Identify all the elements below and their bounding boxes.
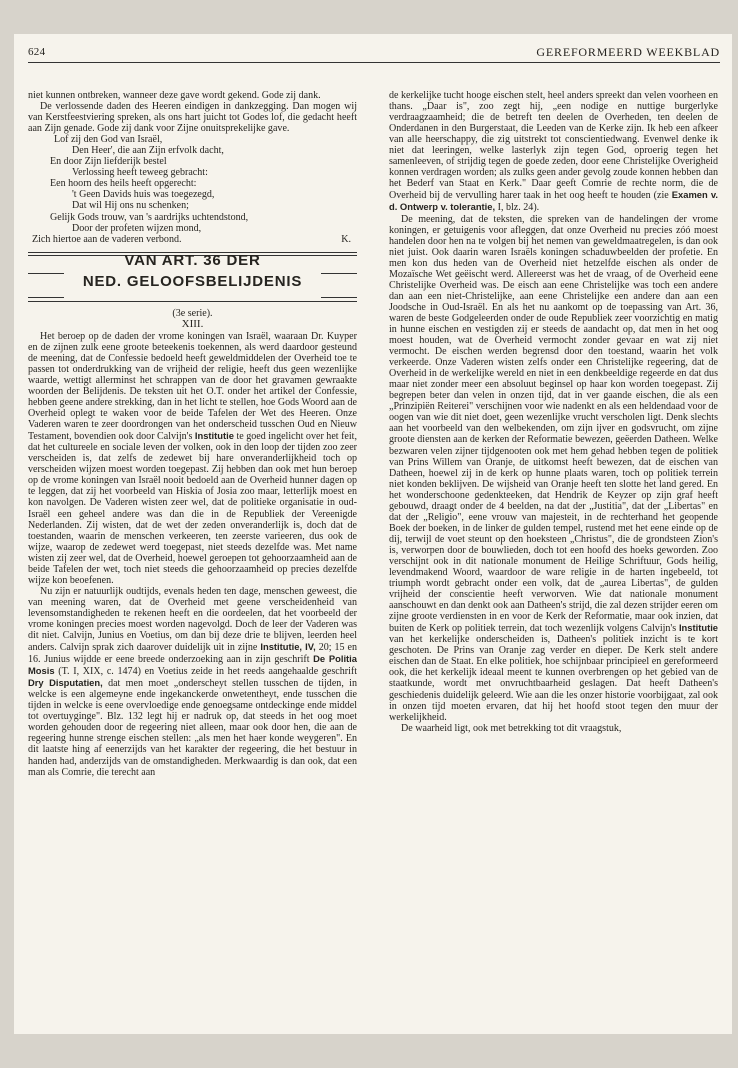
poem-line: 't Geen Davids huis was toegezegd, [72, 189, 215, 201]
body-paragraph: De meening, dat de teksten, die spreken van de handelingen der vrome koningen, er getuigenis voor afleggen, dat onze Overheid nu precies zóó moest handelen door hen na te volgen bij het nemen van geweldmaatregelen, is dan ook niet juist. Ook daarin waren Israëls koningen schaduwbeelden der profetie. En men kon dus heden van de Overheid niet hetzelfde eischen als onder de Mozaïsche Wet geëischt werd. Allereerst was het de vraag, of de Overheid eene Christelijke Overheid was. De eisch aan eene Christelijke was toch een andere dan aan een niet-Christelijke, aan eene Christelijke een andere dan aan een Joodsche in Oud-Israël. En als het nu aankomt op de toepassing van Art. 36, waren de beste Godgeleerden onder de oude Republiek zeer voorzichtig en matig in hunne eischen en vestigden zij er steeds de aandacht op, dat men in het oog moest houden, wat de Overheid vermocht zonder gevaar en wat zij niet vermocht. De eischen werden begrensd door den toestand, waarin het volk verkeerde. Onze Vaderen wisten zelfs onder een Christelijke regeering, dat de Overheid in de werkelijke wereld en niet in een denkbeeldige regeerde en dat dus maar niet zonder meer een absoluut beginsel op haar kon worden toegepast. Zij begrepen beter dan velen in onzen tijd, dat in ver gaande eischen, die als een „Prinzipiën Reiterei" verschijnen voor wie nadenkt en als een heldendaad voor de oogen van wie dit niet doet, geen wezenlijke vrucht verscholen ligt. Denk slechts aan het voorbeeld van den welbekenden, om zijn ijver en godsvrucht, om zijne groote diensten aan de kerken der Reformatie bewezen, geëerden Datheen. Welke bezwaren velen zijner tijdgenooten ook met hem gehad hebben tegen de politiek van Prins Willem van Oranje, de uitkomst heeft bewezen, dat de eischen van Datheen, hoewel zij in de kerk op hunne plaats waren, toch op politiek terrein niet konden beklijven. De wijsheid van Oranje heeft ten slotte het land gered. En het wonderschoone gedenkteeken, dat Hendrik de Keyzer op zijn graf heeft gebouwd, draagt onder de 4 beelden, na dat der „Justitia", dat der „Libertas" en dat der „Religio", eene vrouw van majesteit, in de rechterhand het geopende Boek der boeken, in de linker de gulden tempel, rustend met het eene einde op de dij, terwijl de voet steunt op den hoeksteen „Christus", die de grondsteen Zion's is, verworpen door de bouwlieden, doch tot een hoofd des hoeks geworden. Zoo verschijnt ook in dit nationale monument de Heilige Schriftuur, Gods heilig, levendmakend Woord, waardoor de ware religie in de harten ingebeeld, tot triumph wordt gebracht onder een volk, dat de „aurea Libertas", de gulden vrijheid der conscientie heeft verworven. Wie dat nationale monument aanschouwt en dan denkt ook aan Datheen's strijd, die zal dezen strijder eeren om zijne groote verdiensten in en voor de Kerk der Reformatie, maar ook inzien, dat buiten de Kerk op politiek terrein, dat toch wezenlijk volgens Calvijn's Institutie van het kerkelijke onderscheiden is, Datheen's politiek inzicht is te kort geschoten. De Prins van Oranje zag verder en dieper. De Kerk stelt andere eischen dan de Staat. En elke politiek, hoe schijnbaar principieel en gereformeerd ook, die het kerkelijk ideaal meent te kunnen overbrengen op het gebied van de staatkunde, wordt met onvruchtbaarheid geslagen. Dat heeft Datheen's geschiedenis duidelijk geleerd. Wie aan die les onzer historie voorbijgaat, zal ook in onzen tijd moeten ervaren, dat hij het hoofd stoot tegen den muur der werkelijkheid. [389, 213, 719, 723]
newspaper-page [14, 34, 732, 1034]
poem-line: Zich hiertoe aan de vaderen verbond. [32, 233, 182, 245]
poem [28, 134, 357, 244]
poem-line: Door der profeten wijzen mond, [72, 222, 202, 234]
intro-paragraph-2: De verlossende daden des Heeren eindigen in dankzegging. Dan mogen wij van Kerstfeestviering spreken, als ons hart juicht tot Godes lof, die gedacht heeft aan Zijn genade. Gode zij dank voor Zijne onuitsprekelijke gave. [28, 101, 357, 135]
poem-line: Een hoorn des heils heeft opgerecht: [50, 178, 197, 190]
poem-last-line [28, 234, 357, 245]
title-rule [28, 301, 357, 302]
poem-signature: K. [341, 233, 351, 245]
poem-line: Den Heer', die aan Zijn erfvolk dacht, [72, 145, 224, 157]
page-header [28, 44, 720, 63]
section-number: XIII. [181, 317, 204, 330]
right-column [389, 90, 718, 734]
body-paragraph: Nu zijn er natuurlijk oudtijds, evenals heden ten dage, menschen geweest, die van meening waren, dat de Overheid met geene verscheidenheid van levensomstandigheden te rekenen heeft en die oordeelen, dat het voorbeeld der vrome koningen precies moest worden nagevolgd. Doch de leer der Vaderen was dit niet. Calvijn, Junius en Voetius, om dan bij deze drie te blijven, leerden heel anders. Calvijn sprak zich daarover duidelijk uit in zijne Institutie, IV, 20; 15 en 16. Junius wijdde er eene breede onderzoeking aan in zijn geschrift De Politia Mosis (T. I, XIX, c. 1474) en Voetius zeide in het reeds aangehaalde geschrift Dry Disputatien, dat men moet „onderscheyt stellen tusschen de tijden, in welcke is een algemeyne ende ingekanckerde onwetentheyt, ende tusschen die tijden in welcke is eene overvloedige ende genoegsame ontdeckinge ende middel tot overtuyginge". Blz. 132 legt hij er nadruk op, dat steeds in het oog moet worden gehouden door de regeering niet alleen, maar ook door hen, die aan de regeering hunne strenge eischen stellen: „als men het haer konde weygeren". En dit laatste hing af eenerzijds van het karakter der regeering, die het bestuur in handen had, anderzijds van de omstandigheden. Merkwaardig is dan ook, dat een man als Comrie, die terecht aan [28, 585, 358, 778]
poem-line: Gelijk Gods trouw, van 's aardrijks uchtendstond, [50, 211, 249, 223]
title-rule [321, 273, 357, 274]
page-number: 624 [28, 46, 46, 58]
poem-line: En door Zijn liefderijk bestel [50, 156, 167, 168]
poem-line: Lof zij den God van Israël, [54, 134, 163, 146]
poem-line: Verlossing heeft teweeg gebracht: [72, 167, 208, 179]
article-title-line-1: VAN ART. 36 DER [124, 251, 261, 269]
left-column [28, 90, 357, 778]
body-paragraph: Het beroep op de daden der vrome koningen van Israël, waaraan Dr. Kuyper en de zijnen zulk eene groote beteekenis toekennen, als werd daardoor gesteund de meening, dat de Confessie bedoeld heeft geweldmiddelen der Overheid toe te passen tot onderdrukking van de vrijheid der religie, heeft dus geen wezenlijke waarde, wettigt allerminst het schrappen van de door het gravamen gewraakte woorden der Belijdenis. De teksten uit het O.T. onder het artikel der Confessie, hebben geene andere strekking, dan in het licht te stellen, hoe Gods Woord aan de Overheid oplegt te waken voor de beide Tafelen der Wet des Heeren. Onze Vaderen waren te zeer doordrongen van het onderscheid tusschen Oud en Nieuw Testament, bovendien ook door Calvijn's Institutie te goed ingelicht over het feit, dat het cultureele en sociale leven der volken, ook in den loop der tijden zoo zeer verscheiden is, dat zelfs de zedewet bij hare onveranderlijkheid toch op verscheiden wijzen moest worden toegepast. Zij hebben dan ook met hun beroep op de vrome koningen van Israël nooit bedoeld aan de Overheid hunner dagen op te leggen, dat zij het voorbeeld van Hiskia of Josia zoo maar, letterlijk moest en kon navolgen. De Vaderen wisten zeer wel, dat de politieke organisatie in oud-Israël een geheel andere was dan die in de Republiek der Vereenigde Nederlanden. Zij wisten, dat de wet der zeden onveranderlijk is, doch dat de toestanden, waarin de menschen verkeeren, ten zeerste varieeren, dus ook de wijze, waarop de zedewet werd toegepast, niet steeds dezelfde was. Met name wisten zij zeer wel, dat de Overheid, hoewel geroepen tot gehoorzaamheid aan de beide Tafelen der wet, toch niet steeds die gehoorzaamheid op precies dezelfde wijze kon beoefenen. [28, 330, 357, 586]
title-rule [28, 297, 64, 298]
article-title-line-2: NED. GELOOFSBELIJDENIS [82, 272, 303, 290]
title-rule [321, 297, 357, 298]
body-paragraph: De waarheid ligt, ook met betrekking tot dit vraagstuk, [401, 722, 622, 734]
intro-paragraph-1: niet kunnen ontbreken, wanneer deze gave wordt gekend. Gode zij dank. [28, 90, 321, 101]
body-paragraph: de kerkelijke tucht hooge eischen stelt, heel anders spreekt dan velen voorheen en thans. „Daar is", zoo zegt hij, „een nodige en nuttige burgerlyke verdraagzaamheid; die de betreft ten deelen de Overheden, ten deelen de Onderdanen in den Burgerstaat, die Leeden van de Kerke zijn. Ik heb een afkeer van alle heerschappy, die zig uitstrekt tot conscientiedwang. Evenwel denke ik niet dat leeringen, welke lasterlyk zijn tegen God, oproerig tegen het samenleeven, of strijdig tegen de goede zeden, door eene Christelijke Overigheid konnen verdragen worden; als zulks geen ander gevolg zoude konnen hebben dan het Bederf van Staat en Kerk." Daar geeft Comrie de rechte norm, die de Overheid bij de vervulling harer taak in het oog heeft te houden (zie Examen v. d. Ontwerp v. tolerantie, I, blz. 24). [389, 90, 718, 214]
poem-line: Dat wil Hij ons nu schenken; [72, 200, 189, 212]
masthead: GEREFORMEERD WEEKBLAD [536, 45, 720, 59]
article-title-block [28, 252, 357, 304]
title-rule [28, 273, 64, 274]
serie-label: (3e serie). [172, 307, 213, 319]
